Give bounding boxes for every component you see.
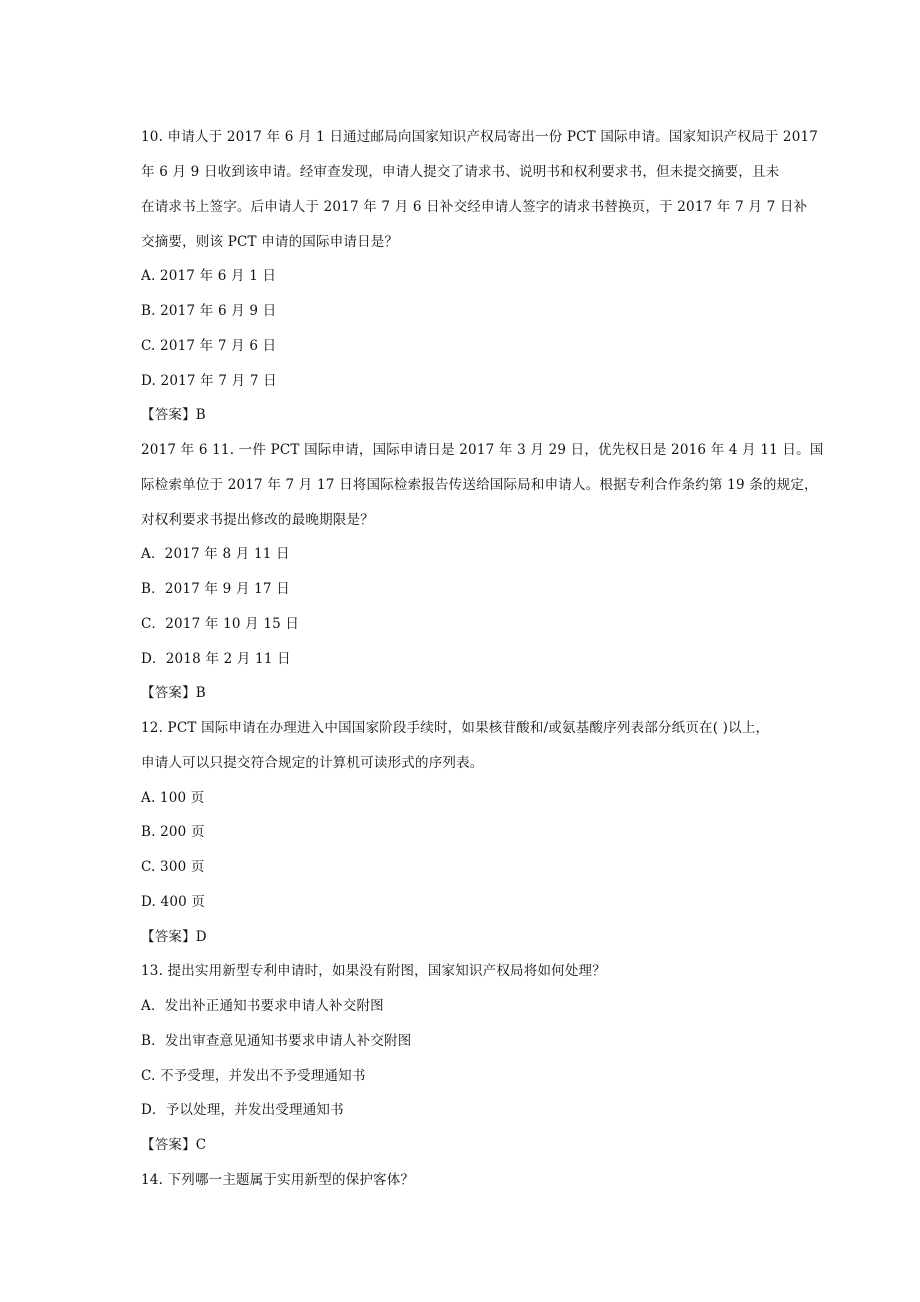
question-12-line-1: 12. PCT 国际申请在办理进入中国国家阶段手续时，如果核苷酸和/或氨基酸序列表部分纸页在( )以上，	[141, 720, 770, 736]
question-13-option-c: C. 不予受理，并发出不予受理通知书	[141, 1068, 366, 1084]
question-11-line-3: 对权利要求书提出修改的最晚期限是？	[141, 512, 374, 528]
question-14-line-1: 14. 下列哪一主题属于实用新型的保护客体？	[141, 1172, 415, 1188]
question-13-option-d: D．予以处理，并发出受理通知书	[141, 1102, 344, 1118]
question-10-line-2: 年 6 月 9 日收到该申请。经审查发现，申请人提交了请求书、说明书和权利要求书，但未提交摘要，且未	[141, 164, 780, 180]
question-13-option-a: A．发出补正通知书要求申请人补交附图	[141, 998, 384, 1014]
question-10-option-c: C. 2017 年 7 月 6 日	[141, 338, 277, 354]
question-12-option-b: B. 200 页	[141, 824, 205, 840]
question-12-option-c: C. 300 页	[141, 859, 205, 875]
question-10-option-b: B. 2017 年 6 月 9 日	[141, 303, 277, 319]
question-10-answer: 【答案】B	[141, 407, 206, 423]
question-10-option-a: A. 2017 年 6 月 1 日	[141, 268, 277, 284]
question-11-option-d: D．2018 年 2 月 11 日	[141, 651, 291, 667]
question-10-option-d: D. 2017 年 7 月 7 日	[141, 373, 277, 389]
question-12-option-d: D. 400 页	[141, 894, 206, 910]
question-12-option-a: A. 100 页	[141, 790, 205, 806]
question-13-line-1: 13. 提出实用新型专利申请时，如果没有附图，国家知识产权局将如何处理？	[141, 963, 606, 979]
question-12-answer: 【答案】D	[141, 929, 207, 945]
question-13-option-b: B．发出审查意见通知书要求申请人补交附图	[141, 1033, 412, 1049]
question-12-line-2: 申请人可以只提交符合规定的计算机可读形式的序列表。	[141, 755, 484, 771]
question-11-option-b: B．2017 年 9 月 17 日	[141, 581, 290, 597]
question-11-line-1: 2017 年 6 11. 一件 PCT 国际申请，国际申请日是 2017 年 3 月 29 日，优先权日是 2016 年 4 月 11 日。国	[141, 442, 824, 458]
question-10-line-1: 10. 申请人于 2017 年 6 月 1 日通过邮局向国家知识产权局寄出一份 PCT 国际申请。国家知识产权局于 2017	[141, 129, 819, 145]
question-10-line-4: 交摘要，则该 PCT 申请的国际申请日是？	[141, 234, 399, 250]
question-13-answer: 【答案】C	[141, 1137, 207, 1153]
question-11-line-2: 际检索单位于 2017 年 7 月 17 日将国际检索报告传送给国际局和申请人。根据专利合作条约第 19 条的规定，	[141, 477, 818, 493]
question-11-answer: 【答案】B	[141, 685, 206, 701]
question-11-option-c: C．2017 年 10 月 15 日	[141, 616, 300, 632]
question-11-option-a: A．2017 年 8 月 11 日	[141, 546, 290, 562]
question-10-line-3: 在请求书上签字。后申请人于 2017 年 7 月 6 日补交经申请人签字的请求书替换页，于 2017 年 7 月 7 日补	[141, 199, 808, 215]
